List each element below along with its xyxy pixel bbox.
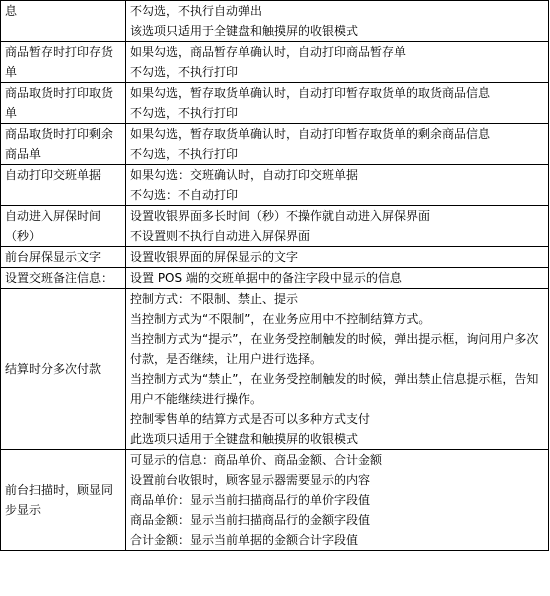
table-row (1, 247, 549, 268)
setting-name-text: 息 (5, 4, 18, 18)
setting-name-text: 商品暂存时打印存货单 (5, 45, 114, 79)
setting-name (1, 42, 126, 83)
description-line: 当控制方式为“提示”，在业务受控制触发的时候，弹出提示框，询问用户多次付款，是否继续，让用户进行选择。 (130, 332, 539, 366)
setting-name-text: 商品取货时打印剩余商品单 (5, 127, 114, 161)
table-row (1, 165, 549, 206)
setting-description (126, 450, 549, 551)
description-line: 当控制方式为“禁止”，在业务受控制触发的时候，弹出禁止信息提示框，告知用户不能继续进行操作。 (130, 372, 539, 406)
description-line: 设置收银界面的屏保显示的文字 (130, 250, 299, 264)
table-row (1, 83, 549, 124)
description-line: 设置收银界面多长时间（秒）不操作就自动进入屏保界面 (130, 209, 431, 223)
setting-name-text: 自动进入屏保时间（秒） (5, 209, 102, 243)
description-line: 如果勾选，商品暂存单确认时，自动打印商品暂存单 (130, 45, 407, 59)
setting-description (126, 206, 549, 247)
setting-name (1, 289, 126, 450)
setting-description (126, 42, 549, 83)
setting-name (1, 1, 126, 42)
table-row (1, 124, 549, 165)
setting-description (126, 1, 549, 42)
description-line: 不勾选，不执行打印 (130, 106, 239, 120)
description-line: 合计金额：显示当前单据的金额合计字段值 (130, 533, 359, 547)
setting-name (1, 124, 126, 165)
table-row (1, 289, 549, 450)
setting-description (126, 268, 549, 289)
setting-name (1, 268, 126, 289)
description-line: 该选项只适用于全键盘和触摸屏的收银模式 (130, 24, 359, 38)
table-row (1, 1, 549, 42)
table-row (1, 206, 549, 247)
description-line: 如果勾选，暂存取货单确认时，自动打印暂存取货单的剩余商品信息 (130, 127, 491, 141)
description-line: 不勾选，不执行打印 (130, 65, 239, 79)
setting-name (1, 247, 126, 268)
setting-name-text: 自动打印交班单据 (5, 168, 102, 182)
setting-name-text: 结算时分多次付款 (5, 362, 102, 376)
setting-name-text: 前台扫描时，顾显同步显示 (5, 483, 114, 517)
description-line: 不勾选：不自动打印 (130, 188, 239, 202)
description-line: 可显示的信息：商品单价、商品金额、合计金额 (130, 453, 383, 467)
description-line: 如果勾选：交班确认时，自动打印交班单据 (130, 168, 359, 182)
table-row (1, 42, 549, 83)
setting-description (126, 165, 549, 206)
description-line: 控制零售单的结算方式是否可以多种方式支付 (130, 412, 371, 426)
setting-name-text: 前台屏保显示文字 (5, 250, 102, 264)
description-line: 不勾选，不执行打印 (130, 147, 239, 161)
description-line: 如果勾选，暂存取货单确认时，自动打印暂存取货单的取货商品信息 (130, 86, 491, 100)
setting-name-text: 商品取货时打印取货单 (5, 86, 114, 120)
description-line: 商品单价：显示当前扫描商品行的单价字段值 (130, 493, 371, 507)
table-row (1, 450, 549, 551)
table-row (1, 268, 549, 289)
description-line: 不设置则不执行自动进入屏保界面 (130, 229, 311, 243)
description-line: 控制方式：不限制、禁止、提示 (130, 292, 299, 306)
setting-description (126, 289, 549, 450)
description-line: 商品金额：显示当前扫描商品行的金额字段值 (130, 513, 371, 527)
setting-description (126, 83, 549, 124)
setting-description (126, 247, 549, 268)
setting-name (1, 165, 126, 206)
description-line: 设置前台收银时，顾客显示器需要显示的内容 (130, 473, 371, 487)
setting-description (126, 124, 549, 165)
setting-name (1, 83, 126, 124)
setting-name-text: 设置交班备注信息： (5, 271, 114, 285)
setting-name (1, 206, 126, 247)
setting-name (1, 450, 126, 551)
description-line: 设置 POS 端的交班单据中的备注字段中显示的信息 (130, 271, 402, 285)
description-line: 当控制方式为“不限制”，在业务应用中不控制结算方式。 (130, 312, 431, 326)
description-line: 不勾选，不执行自动弹出 (130, 4, 263, 18)
description-line: 此选项只适用于全键盘和触摸屏的收银模式 (130, 432, 359, 446)
